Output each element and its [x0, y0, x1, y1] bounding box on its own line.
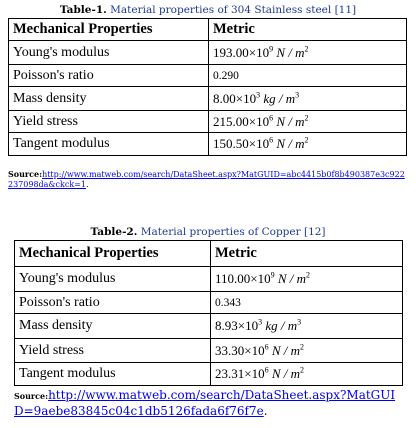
table1-caption-text: Material properties of 304 Stainless steel [11] — [110, 4, 357, 16]
table-row — [15, 292, 403, 314]
table-row — [15, 339, 403, 363]
property-cell: Young's modulus — [15, 267, 211, 292]
table-row — [9, 41, 407, 65]
table2-source — [14, 388, 404, 419]
table2-caption — [0, 226, 416, 238]
table-row — [15, 314, 403, 339]
metric-cell: 0.290 — [209, 65, 407, 87]
table2-header-metric: Metric — [211, 241, 403, 267]
metric-cell: $8.93\times 10^3$ kg / $m^3$ — [211, 314, 403, 339]
table2-source-tail: . — [263, 404, 268, 418]
table1-header-metric: Metric — [209, 19, 407, 41]
table2-source-label: Source: — [14, 391, 49, 401]
table1-caption-label: Table-1. — [59, 4, 107, 16]
metric-cell: $23.31\times 10^6$ N / $m^2$ — [211, 363, 403, 386]
property-cell: Tangent modulus — [15, 363, 211, 386]
table-row — [9, 87, 407, 111]
table-row — [15, 267, 403, 292]
table1 — [8, 18, 407, 156]
metric-cell: $215.00\times 10^6$ N / $m^2$ — [209, 111, 407, 133]
table1-header-property: Mechanical Properties — [9, 19, 209, 41]
metric-cell: $8.00\times 10^3$ kg / $m^3$ — [209, 87, 407, 111]
metric-cell: 0.343 — [211, 292, 403, 314]
table-row — [15, 363, 403, 386]
property-cell: Young's modulus — [9, 41, 209, 65]
property-cell: Yield stress — [15, 339, 211, 363]
table2-caption-label: Table-2. — [90, 226, 138, 238]
table2 — [14, 240, 403, 386]
table1-header-row — [9, 19, 407, 41]
table2-header-row — [15, 241, 403, 267]
metric-cell: $193.00\times 10^9$ N / $m^2$ — [209, 41, 407, 65]
property-cell: Tangent modulus — [9, 133, 209, 156]
metric-cell: $110.00\times 10^9$ N / $m^2$ — [211, 267, 403, 292]
table2-caption-text: Material properties of Copper [12] — [140, 226, 326, 238]
table-row — [9, 65, 407, 87]
table1-source-label: Source: — [8, 169, 43, 179]
table1-source-tail: . — [86, 179, 89, 189]
property-cell: Mass density — [15, 314, 211, 339]
table1-source-link[interactable]: http://www.matweb.com/search/DataSheet.aspx?MatGUID=abc4415b0f8b490387e3c922237098da&ckck=1 — [8, 170, 405, 189]
table1-caption — [0, 4, 416, 16]
property-cell: Mass density — [9, 87, 209, 111]
table1-source — [8, 170, 408, 189]
table2-header-property: Mechanical Properties — [15, 241, 211, 267]
property-cell: Poisson's ratio — [15, 292, 211, 314]
table2-source-link[interactable]: http://www.matweb.com/search/DataSheet.aspx?MatGUID=9aebe83845c04c1db5126fada6f76f7e — [14, 388, 396, 418]
table-row — [9, 133, 407, 156]
table-row — [9, 111, 407, 133]
property-cell: Poisson's ratio — [9, 65, 209, 87]
metric-cell: $33.30\times 10^6$ N / $m^2$ — [211, 339, 403, 363]
metric-cell: $150.50\times 10^6$ N / $m^2$ — [209, 133, 407, 156]
property-cell: Yield stress — [9, 111, 209, 133]
